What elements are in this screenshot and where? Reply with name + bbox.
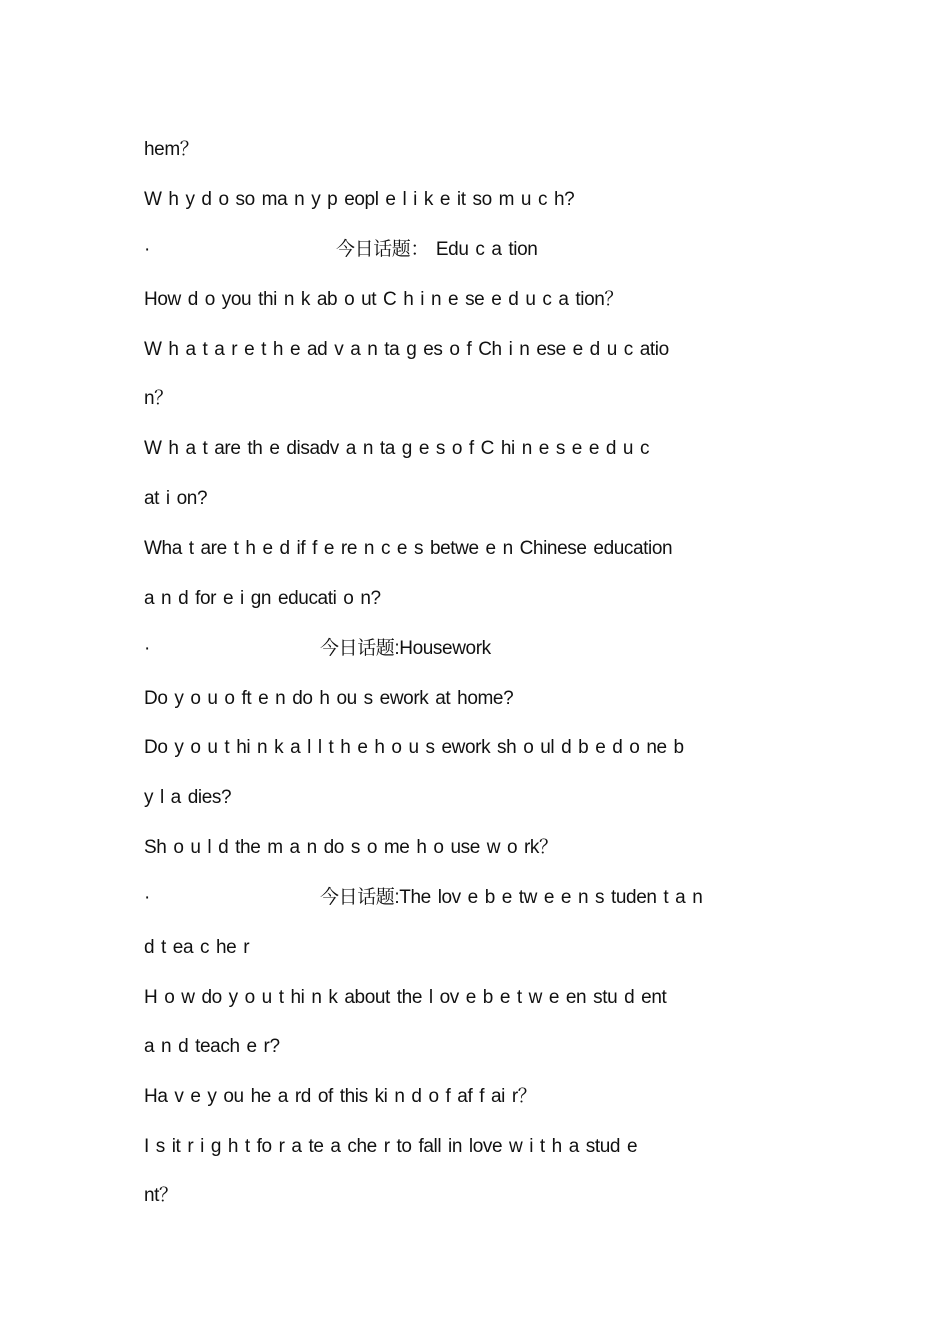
- text-line: a n d for e i gn educati o n?: [144, 588, 381, 609]
- text-line: Ha v e y ou he a rd of this ki n d o f af f ai r？: [144, 1086, 537, 1107]
- text-line: hem？: [144, 139, 199, 160]
- text-line: Sh o u l d the m a n do s o me h o use w o rk？: [144, 837, 558, 858]
- text-line: W h y d o so ma n y p eopl e l i k e it so m u c h?: [144, 189, 575, 210]
- text-line: W h a t are th e disadv a n ta g e s o f C hi n e s e e d u c: [144, 438, 650, 459]
- text-line: n？: [144, 388, 173, 409]
- topic-title: 今日话题:Housework: [320, 638, 491, 659]
- text-line: I s it r i g h t fo r a te a che r to fall in love w i t h a stud e: [144, 1136, 638, 1157]
- text-line: Wha t are t h e d if f e re n c e s betwe e n Chinese education: [144, 538, 673, 559]
- text-line: a n d teach e r?: [144, 1036, 280, 1057]
- text-line: H o w do y o u t hi n k about the l ov e b e t w e en stu d ent: [144, 987, 667, 1008]
- text-line: y l a dies?: [144, 787, 232, 808]
- bullet-icon: ·: [144, 239, 150, 260]
- bullet-icon: ·: [144, 638, 150, 659]
- text-line: d t ea c he r: [144, 937, 250, 958]
- bullet-icon: ·: [144, 887, 150, 908]
- topic-title: 今日话题： Edu c a tion: [336, 239, 538, 260]
- text-line: How d o you thi n k ab o ut C h i n e se e d u c a tion？: [144, 289, 624, 310]
- topic-heading-housework: [144, 634, 824, 664]
- topic-heading-love: [144, 883, 824, 913]
- text-line: nt？: [144, 1185, 178, 1206]
- topic-heading-education: [144, 235, 824, 265]
- text-line: W h a t a r e t h e ad v a n ta g es o f Ch i n ese e d u c atio: [144, 339, 669, 360]
- text-line: Do y o u t hi n k a l l t h e h o u s ework sh o ul d b e d o ne b: [144, 737, 684, 758]
- topic-title: 今日话题:The lov e b e tw e e n s tuden t a n: [320, 887, 703, 908]
- text-line: Do y o u o ft e n do h ou s ework at home?: [144, 688, 514, 709]
- text-line: at i on?: [144, 488, 208, 509]
